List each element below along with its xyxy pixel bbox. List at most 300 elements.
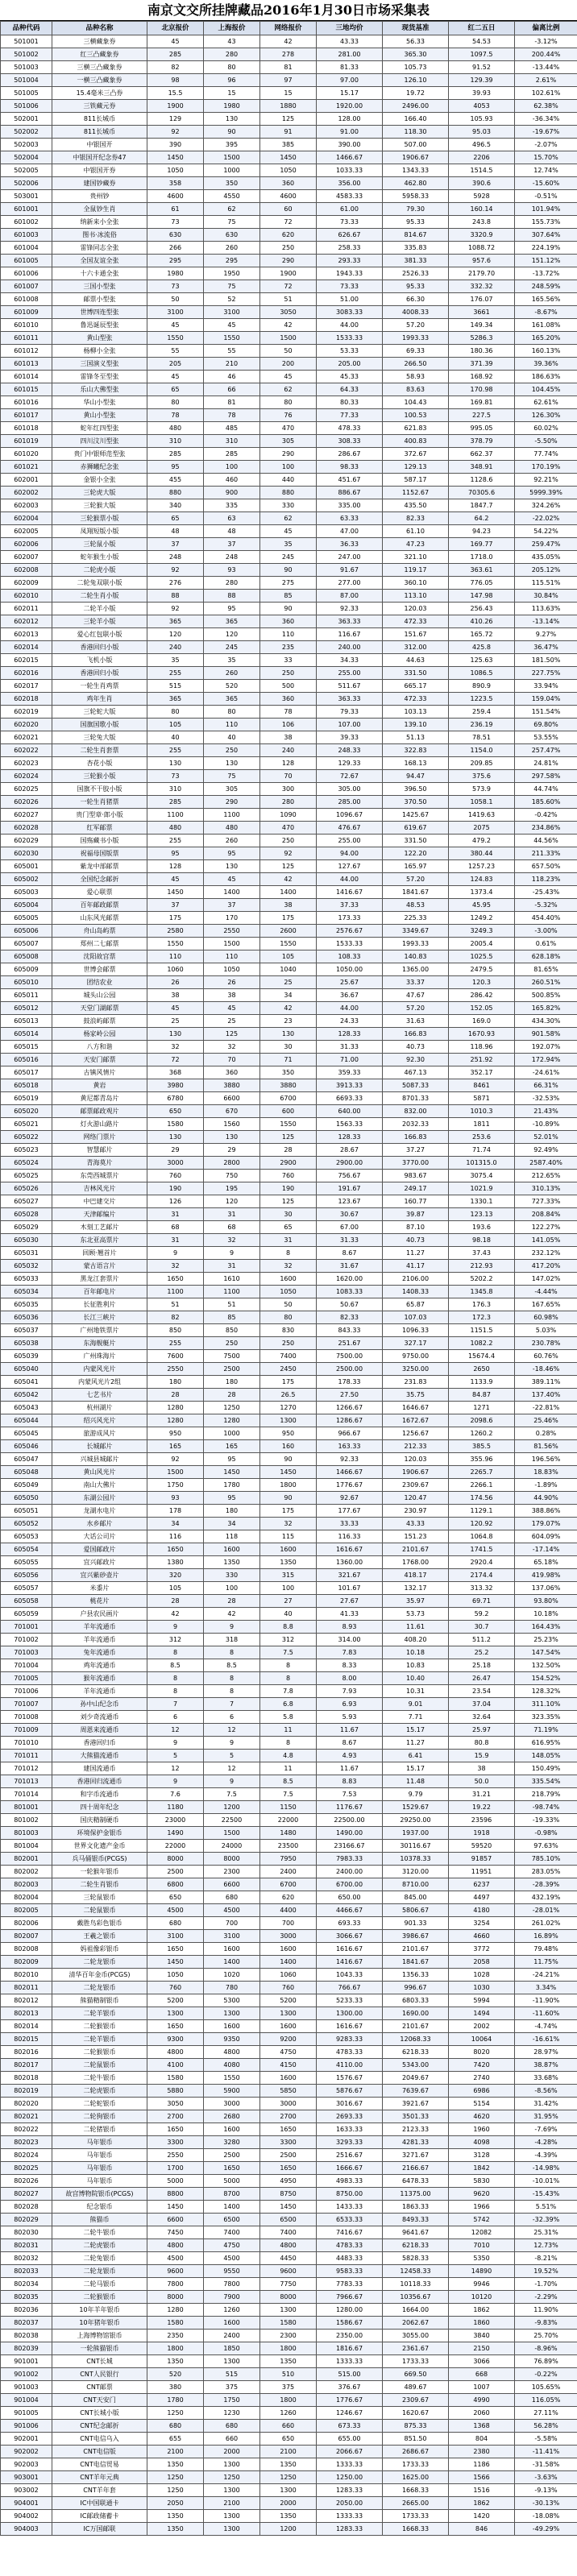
cell-spot-base: 56.33 [383, 35, 449, 48]
cell-deviation: 54.22% [515, 525, 577, 538]
cell-average: 451.67 [317, 474, 383, 487]
cell-online: 700 [260, 1917, 317, 1930]
cell-beijing: 1280 [147, 2304, 204, 2317]
table-row [1, 1298, 577, 1311]
cell-name: 团结农业 [52, 976, 147, 989]
cell-average: 1816.67 [317, 2342, 383, 2355]
cell-name: 郑州二七邮票 [52, 938, 147, 950]
cell-spot-base: 11375.00 [383, 2188, 449, 2201]
table-row [1, 293, 577, 306]
cell-red-five-day: 69.71 [449, 1595, 515, 1608]
table-row [1, 1827, 577, 1840]
cell-red-five-day: 385.5 [449, 1440, 515, 1453]
cell-deviation: 101.94% [515, 203, 577, 216]
cell-shanghai: 1260 [204, 2304, 260, 2317]
cell-name: 大熊猫流通币 [52, 1750, 147, 1762]
cell-code: 605034 [1, 1286, 52, 1298]
cell-beijing: 255 [147, 744, 204, 757]
table-row [1, 2497, 577, 2510]
cell-name: 舟山岛屿票 [52, 925, 147, 938]
cell-name: 二轮兔银币 [52, 2252, 147, 2265]
cell-spot-base: 2101.67 [383, 1943, 449, 1956]
cell-red-five-day: 995.05 [449, 422, 515, 435]
cell-name: 羊年流通币 [52, 1621, 147, 1634]
cell-code: 602025 [1, 783, 52, 796]
cell-online: 1050 [260, 164, 317, 177]
cell-deviation: -1.70% [515, 2278, 577, 2291]
cell-red-five-day: 118.96 [449, 1041, 515, 1054]
cell-beijing: 37 [147, 899, 204, 912]
cell-average: 2693.33 [317, 2110, 383, 2123]
cell-deviation: 232.12% [515, 1247, 577, 1260]
cell-shanghai: 4750 [204, 2239, 260, 2252]
table-row [1, 1286, 577, 1298]
cell-spot-base: 327.17 [383, 1337, 449, 1350]
cell-beijing: 92 [147, 564, 204, 577]
cell-shanghai: 7500 [204, 1350, 260, 1363]
cell-spot-base: 1668.33 [383, 2523, 449, 2536]
cell-shanghai: 22500 [204, 1814, 260, 1827]
cell-average: 766.67 [317, 1982, 383, 1994]
cell-average: 1776.67 [317, 2394, 383, 2407]
cell-name: 三轮虎大版 [52, 487, 147, 499]
cell-deviation: 151.12% [515, 255, 577, 267]
cell-deviation: 11.90% [515, 2304, 577, 2317]
cell-deviation: 170.19% [515, 461, 577, 474]
cell-code: 602004 [1, 512, 52, 525]
cell-spot-base: 119.17 [383, 564, 449, 577]
table-row [1, 1982, 577, 1994]
cell-deviation: 11.75% [515, 1956, 577, 1969]
cell-spot-base: 120.03 [383, 603, 449, 615]
cell-shanghai: 9550 [204, 2265, 260, 2278]
table-row [1, 1750, 577, 1762]
cell-red-five-day: 1030 [449, 1982, 515, 1994]
cell-name: 猴年流通币 [52, 1672, 147, 1685]
cell-average: 1616.67 [317, 2020, 383, 2033]
cell-deviation: 208.84% [515, 1208, 577, 1221]
cell-code: 901006 [1, 2420, 52, 2433]
table-row [1, 1840, 577, 1853]
cell-code: 701007 [1, 1698, 52, 1711]
cell-average: 33.33 [317, 1518, 383, 1530]
cell-spot-base: 6218.33 [383, 2046, 449, 2059]
cell-red-five-day: 479.2 [449, 835, 515, 847]
table-row [1, 1878, 577, 1891]
cell-code: 602030 [1, 847, 52, 860]
cell-shanghai: 90 [204, 126, 260, 139]
cell-spot-base: 57.20 [383, 1002, 449, 1015]
cell-average: 8.93 [317, 1621, 383, 1634]
cell-deviation: 179.07% [515, 1518, 577, 1530]
header-shanghai: 上海报价 [204, 22, 260, 35]
table-row [1, 499, 577, 512]
cell-code: 802026 [1, 2175, 52, 2188]
cell-average: 8.83 [317, 1775, 383, 1788]
table-row [1, 1814, 577, 1827]
cell-average: 31.33 [317, 1041, 383, 1054]
cell-shanghai: 1600 [204, 2317, 260, 2330]
table-row [1, 1002, 577, 1015]
cell-spot-base: 6218.33 [383, 2239, 449, 2252]
cell-online: 650 [260, 2433, 317, 2446]
cell-online: 106 [260, 719, 317, 731]
cell-online: 25 [260, 976, 317, 989]
cell-average: 8750.00 [317, 2188, 383, 2201]
cell-shanghai: 170 [204, 912, 260, 925]
cell-red-five-day: 160.14 [449, 203, 515, 216]
cell-shanghai: 5300 [204, 1994, 260, 2007]
cell-online: 1260 [260, 2407, 317, 2420]
cell-beijing: 105 [147, 1582, 204, 1595]
cell-spot-base: 132.17 [383, 1582, 449, 1595]
cell-beijing: 4800 [147, 2046, 204, 2059]
cell-name: 贵门中银师范型张 [52, 448, 147, 461]
cell-shanghai: 95 [204, 847, 260, 860]
cell-spot-base: 7.71 [383, 1711, 449, 1724]
cell-spot-base: 10118.33 [383, 2278, 449, 2291]
cell-beijing: 3980 [147, 1079, 204, 1092]
table-row [1, 306, 577, 319]
cell-beijing: 390 [147, 139, 204, 151]
cell-online: 1450 [260, 151, 317, 164]
cell-deviation: 0.61% [515, 938, 577, 950]
cell-name: 凤翔短版小版 [52, 525, 147, 538]
cell-shanghai: 1300 [204, 2523, 260, 2536]
cell-online: 100 [260, 461, 317, 474]
cell-beijing: 37 [147, 538, 204, 551]
cell-code: 701005 [1, 1672, 52, 1685]
cell-beijing: 1500 [147, 1466, 204, 1479]
cell-deviation: -15.60% [515, 177, 577, 190]
cell-average: 255.00 [317, 667, 383, 680]
cell-average: 64.33 [317, 383, 383, 396]
cell-name: 紫龙中部邮票 [52, 860, 147, 873]
table-row [1, 976, 577, 989]
cell-code: 601013 [1, 358, 52, 371]
cell-spot-base: 9.79 [383, 1788, 449, 1801]
cell-red-five-day: 3772 [449, 1943, 515, 1956]
cell-name: IC邮政储蓄卡 [52, 2510, 147, 2523]
cell-average: 1283.33 [317, 2484, 383, 2497]
cell-red-five-day: 256.43 [449, 603, 515, 615]
cell-name: 二轮龙银币 [52, 2265, 147, 2278]
cell-red-five-day: 147.98 [449, 590, 515, 603]
cell-red-five-day: 1088.72 [449, 242, 515, 255]
cell-shanghai: 24000 [204, 1840, 260, 1853]
cell-red-five-day: 59520 [449, 1840, 515, 1853]
cell-beijing: 1580 [147, 1118, 204, 1131]
cell-average: 73.33 [317, 216, 383, 229]
cell-spot-base: 266.50 [383, 358, 449, 371]
cell-beijing: 2580 [147, 925, 204, 938]
price-table [0, 21, 577, 2536]
cell-name: 中巴建交片 [52, 1195, 147, 1208]
cell-online: 5200 [260, 1994, 317, 2007]
cell-red-five-day: 1249.2 [449, 912, 515, 925]
cell-code: 602017 [1, 680, 52, 693]
cell-shanghai: 80 [204, 706, 260, 719]
cell-deviation: 92.21% [515, 474, 577, 487]
cell-beijing: 8.5 [147, 1659, 204, 1672]
table-row [1, 2226, 577, 2239]
cell-shanghai: 3100 [204, 306, 260, 319]
table-row [1, 422, 577, 435]
cell-red-five-day: 64.2 [449, 512, 515, 525]
cell-red-five-day: 332.32 [449, 280, 515, 293]
cell-deviation: -28.01% [515, 1904, 577, 1917]
table-row [1, 2072, 577, 2085]
cell-deviation: -19.33% [515, 1814, 577, 1827]
cell-spot-base: 669.50 [383, 2368, 449, 2381]
cell-online: 4150 [260, 2059, 317, 2072]
cell-code: 501004 [1, 74, 52, 87]
table-row [1, 1930, 577, 1943]
cell-beijing: 480 [147, 822, 204, 835]
cell-code: 605040 [1, 1363, 52, 1376]
cell-spot-base: 2686.67 [383, 2446, 449, 2458]
cell-deviation: -7.69% [515, 2123, 577, 2136]
cell-spot-base: 230.97 [383, 1505, 449, 1518]
cell-red-five-day: 12082 [449, 2226, 515, 2239]
cell-code: 605002 [1, 873, 52, 886]
cell-name: 15.4毫米三凸券 [52, 87, 147, 100]
cell-average: 94.00 [317, 847, 383, 860]
cell-red-five-day: 5742 [449, 2214, 515, 2226]
cell-name: 贵州钞 [52, 190, 147, 203]
cell-beijing: 55 [147, 345, 204, 358]
cell-beijing: 7 [147, 1698, 204, 1711]
cell-shanghai: 38 [204, 989, 260, 1002]
cell-name: 南山大佛片 [52, 1479, 147, 1492]
cell-code: 605044 [1, 1414, 52, 1427]
cell-shanghai: 2100 [204, 2497, 260, 2510]
cell-beijing: 760 [147, 1170, 204, 1182]
cell-red-five-day: 3320.9 [449, 229, 515, 242]
cell-red-five-day: 4497 [449, 1891, 515, 1904]
cell-online: 510 [260, 2368, 317, 2381]
cell-red-five-day: 152.05 [449, 1002, 515, 1015]
cell-average: 9283.33 [317, 2033, 383, 2046]
cell-name: 三轮羊小版 [52, 615, 147, 628]
cell-deviation: 104.45% [515, 383, 577, 396]
table-row [1, 628, 577, 641]
cell-deviation: 218.79% [515, 1788, 577, 1801]
cell-shanghai: 118 [204, 1530, 260, 1543]
cell-spot-base: 996.67 [383, 1982, 449, 1994]
cell-shanghai: 318 [204, 1634, 260, 1646]
cell-online: 1650 [260, 2123, 317, 2136]
cell-red-five-day: 2740 [449, 2072, 515, 2085]
cell-shanghai: 80 [204, 61, 260, 74]
cell-spot-base: 360.10 [383, 577, 449, 590]
cell-red-five-day: 425.8 [449, 641, 515, 654]
cell-beijing: 88 [147, 590, 204, 603]
cell-online: 33 [260, 654, 317, 667]
cell-online: 1040 [260, 963, 317, 976]
cell-average: 1246.67 [317, 2407, 383, 2420]
cell-average: 127.67 [317, 860, 383, 873]
cell-deviation: 36.47% [515, 641, 577, 654]
cell-name: 三横藏象券 [52, 35, 147, 48]
cell-shanghai: 48 [204, 525, 260, 538]
cell-beijing: 205 [147, 358, 204, 371]
cell-online: 70 [260, 770, 317, 783]
cell-code: 605006 [1, 925, 52, 938]
cell-beijing: 9 [147, 1737, 204, 1750]
cell-deviation: 205.12% [515, 564, 577, 577]
cell-average: 1620.00 [317, 1273, 383, 1286]
cell-code: 802022 [1, 2123, 52, 2136]
cell-spot-base: 619.67 [383, 822, 449, 835]
cell-shanghai: 335 [204, 499, 260, 512]
cell-deviation: 260.51% [515, 976, 577, 989]
cell-deviation: 248.59% [515, 280, 577, 293]
cell-name: 爱心联票 [52, 886, 147, 899]
cell-red-five-day: 410.26 [449, 615, 515, 628]
cell-deviation: 52.01% [515, 1131, 577, 1144]
table-row [1, 1118, 577, 1131]
cell-deviation: 432.19% [515, 1891, 577, 1904]
cell-online: 125 [260, 113, 317, 126]
cell-name: 邮票小型张 [52, 293, 147, 306]
cell-name: 邮票邮政观片 [52, 1105, 147, 1118]
cell-code: 605032 [1, 1260, 52, 1273]
cell-deviation: 93.80% [515, 1595, 577, 1608]
cell-deviation: -8.56% [515, 2085, 577, 2098]
cell-code: 605033 [1, 1273, 52, 1286]
cell-spot-base: 1343.33 [383, 164, 449, 177]
cell-name: 雷锋同志全张 [52, 242, 147, 255]
cell-shanghai: 2500 [204, 2149, 260, 2162]
cell-shanghai: 95 [204, 603, 260, 615]
cell-shanghai: 35 [204, 654, 260, 667]
cell-average: 1360.00 [317, 1556, 383, 1569]
cell-average: 1633.33 [317, 2123, 383, 2136]
cell-shanghai: 1610 [204, 1273, 260, 1286]
cell-spot-base: 40.73 [383, 1234, 449, 1247]
cell-beijing: 1650 [147, 1543, 204, 1556]
table-row [1, 693, 577, 706]
cell-red-five-day: 9946 [449, 2278, 515, 2291]
cell-beijing: 850 [147, 1324, 204, 1337]
cell-online: 9200 [260, 2033, 317, 2046]
table-row [1, 1092, 577, 1105]
cell-spot-base: 372.67 [383, 448, 449, 461]
cell-code: 802018 [1, 2072, 52, 2085]
cell-code: 601003 [1, 229, 52, 242]
cell-name: 飞机小版 [52, 654, 147, 667]
cell-red-five-day: 94.23 [449, 525, 515, 538]
cell-deviation: -18.08% [515, 2510, 577, 2523]
cell-code: 802019 [1, 2085, 52, 2098]
cell-shanghai: 1600 [204, 1543, 260, 1556]
cell-red-five-day: 2266.1 [449, 1479, 515, 1492]
cell-deviation: 155.73% [515, 216, 577, 229]
cell-online: 105 [260, 950, 317, 963]
cell-code: 601002 [1, 216, 52, 229]
cell-name: 鲁迅诞辰型张 [52, 319, 147, 332]
cell-spot-base: 1664.00 [383, 2304, 449, 2317]
cell-name: 天津邮编片 [52, 1208, 147, 1221]
cell-shanghai: 1600 [204, 1943, 260, 1956]
cell-code: 605042 [1, 1389, 52, 1402]
cell-name: CNT人民银行 [52, 2368, 147, 2381]
cell-spot-base: 11.27 [383, 1247, 449, 1260]
cell-spot-base: 331.50 [383, 667, 449, 680]
cell-deviation: -24.61% [515, 1066, 577, 1079]
table-row [1, 1260, 577, 1273]
cell-spot-base: 1668.33 [383, 2484, 449, 2497]
cell-online: 97 [260, 74, 317, 87]
cell-online: 72 [260, 216, 317, 229]
cell-spot-base: 35.75 [383, 1389, 449, 1402]
cell-name: 羊年流通币 [52, 1685, 147, 1698]
cell-shanghai: 1600 [204, 2123, 260, 2136]
cell-shanghai: 1500 [204, 1827, 260, 1840]
cell-code: 501002 [1, 48, 52, 61]
cell-shanghai: 630 [204, 229, 260, 242]
cell-beijing: 655 [147, 2433, 204, 2446]
cell-online: 1800 [260, 1479, 317, 1492]
cell-average: 4783.33 [317, 2239, 383, 2252]
cell-deviation: 419.98% [515, 1569, 577, 1582]
cell-deviation: 727.33% [515, 1195, 577, 1208]
cell-shanghai: 260 [204, 667, 260, 680]
cell-average: 335.00 [317, 499, 383, 512]
cell-red-five-day: 1129.1 [449, 1505, 515, 1518]
cell-deviation: 62.61% [515, 396, 577, 409]
cell-spot-base: 1906.67 [383, 151, 449, 164]
cell-name: CNT电信版 [52, 2446, 147, 2458]
cell-beijing: 4500 [147, 1904, 204, 1917]
cell-average: 61.00 [317, 203, 383, 216]
cell-name: 户县农民画片 [52, 1608, 147, 1621]
cell-deviation: 44.74% [515, 783, 577, 796]
cell-name: 鸡年流通币 [52, 1659, 147, 1672]
cell-average: 191.67 [317, 1182, 383, 1195]
table-row [1, 1414, 577, 1427]
cell-online: 950 [260, 1427, 317, 1440]
cell-beijing: 32 [147, 1260, 204, 1273]
cell-shanghai: 1850 [204, 2342, 260, 2355]
cell-shanghai: 6 [204, 1711, 260, 1724]
cell-online: 1250 [260, 2471, 317, 2484]
cell-name: 二轮狗银币 [52, 2110, 147, 2123]
cell-name: CNT羊年元典 [52, 2471, 147, 2484]
cell-red-five-day: 1373.4 [449, 886, 515, 899]
cell-deviation: 151.54% [515, 706, 577, 719]
cell-code: 701009 [1, 1724, 52, 1737]
cell-shanghai: 68 [204, 1221, 260, 1234]
cell-deviation: -0.42% [515, 809, 577, 822]
cell-spot-base: 4008.33 [383, 306, 449, 319]
cell-name: 杏花小版 [52, 757, 147, 770]
table-row [1, 2317, 577, 2330]
cell-code: 601012 [1, 345, 52, 358]
cell-average: 4483.33 [317, 2252, 383, 2265]
cell-online: 110 [260, 628, 317, 641]
cell-code: 601017 [1, 409, 52, 422]
cell-online: 200 [260, 358, 317, 371]
cell-deviation: 257.47% [515, 744, 577, 757]
cell-code: 605030 [1, 1234, 52, 1247]
table-row [1, 2085, 577, 2098]
cell-shanghai: 32 [204, 1041, 260, 1054]
cell-name: 三轮猴大版 [52, 499, 147, 512]
cell-code: 802015 [1, 2033, 52, 2046]
cell-average: 27.67 [317, 1595, 383, 1608]
